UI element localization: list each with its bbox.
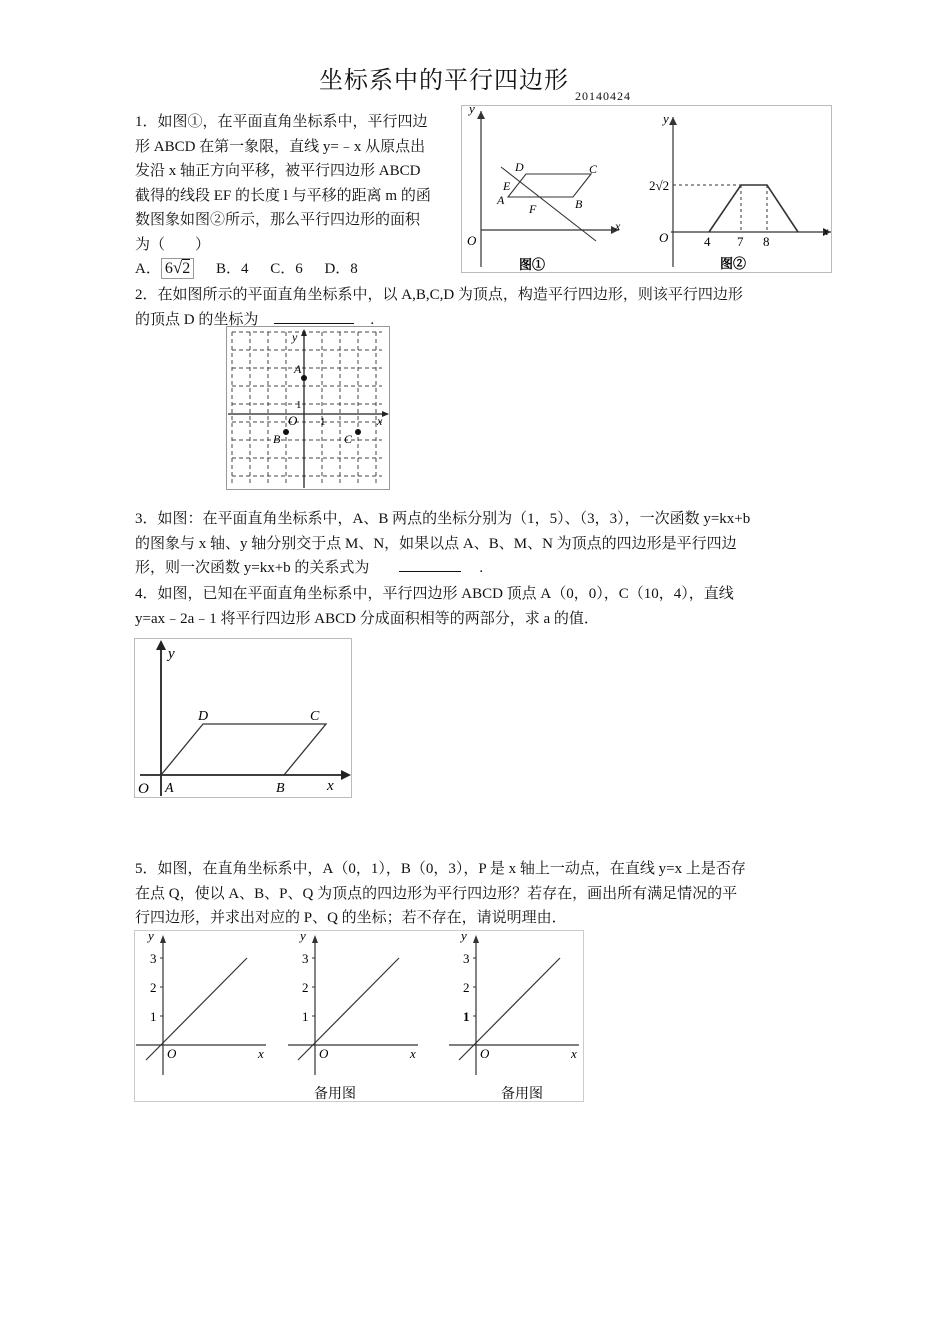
y-axis-arrow	[669, 117, 677, 125]
tick-label: 1	[302, 1009, 309, 1024]
tick-label: 7	[737, 234, 744, 249]
tick-label: 1	[320, 416, 326, 428]
x-label: x	[615, 219, 621, 233]
tick-label: 2	[463, 980, 470, 995]
page-title	[0, 60, 950, 104]
tick-label: 1	[150, 1009, 157, 1024]
y-label: y	[663, 111, 669, 126]
q2-grid-figure	[226, 326, 390, 490]
option-d: D．8	[324, 261, 358, 277]
origin-label: O	[319, 1046, 329, 1061]
x-axis-arrow	[341, 770, 351, 780]
x-label: x	[258, 1046, 264, 1061]
tick-label: 3	[150, 951, 157, 966]
y-axis-arrow	[477, 111, 485, 119]
y-label: y	[461, 928, 467, 943]
q3-line: 形，则一次函数 y=kx+b 的关系式为 .	[135, 556, 750, 581]
x-label: x	[327, 778, 334, 794]
parallelogram-abcd	[161, 724, 326, 775]
question-1	[135, 110, 431, 282]
point-d-label: D	[515, 160, 524, 174]
tick-label: 4	[704, 234, 711, 249]
point-a-label: A	[497, 193, 505, 207]
q4-figure	[134, 638, 352, 798]
figure-caption: 备用图	[501, 1087, 543, 1102]
point-c-label: C	[344, 432, 353, 446]
y-label: y	[469, 101, 475, 116]
option-a: A． 6√2	[135, 261, 194, 277]
x-label: x	[377, 414, 383, 428]
q1-line: 发沿 x 轴正方向平移，被平行四边形 ABCD	[135, 163, 421, 179]
option-a-value: 6√2	[161, 258, 194, 279]
tick-label: 2	[302, 980, 309, 995]
point-f-label: F	[529, 202, 537, 216]
point-a-label: A	[165, 781, 174, 796]
tick-label: 3	[463, 951, 470, 966]
point-d-label: D	[198, 709, 209, 724]
q1-figures	[461, 101, 832, 273]
figure-frame	[135, 931, 584, 1102]
answer-blank[interactable]	[274, 309, 354, 324]
q1-line: 为（ ）	[135, 236, 211, 253]
figure-2-caption: 图②	[720, 256, 747, 271]
y-label: y	[148, 928, 154, 943]
q1-line: 形 ABCD 在第一象限，直线 y=﹣x 从原点出	[135, 138, 426, 155]
q3-line: 3．如图：在平面直角坐标系中，A、B 两点的坐标分别为（1，5）、（3，3），一次函数 y=kx+b	[135, 511, 751, 527]
x-axis-arrow	[382, 411, 389, 417]
point-c-label: C	[589, 162, 598, 176]
figure-frame	[227, 327, 390, 490]
q5-figure-3	[449, 928, 579, 1102]
point-b-label: B	[276, 781, 285, 796]
q1-line: 1．如图①，在平面直角坐标系中，平行四边	[135, 114, 428, 130]
y-axis-arrow	[312, 935, 318, 943]
point-c-label: C	[310, 709, 320, 724]
figure-caption: 备用图	[314, 1087, 356, 1102]
function-graph	[709, 185, 798, 232]
tick-label: 3	[302, 951, 309, 966]
q4-line: 4．如图，已知在平面直角坐标系中，平行四边形 ABCD 顶点 A（0，0），C（10，4），直线	[135, 586, 734, 602]
title-text: 坐标系中的平行四边形	[319, 68, 569, 94]
q5-line: 5．如图，在直角坐标系中，A（0，1），B（0，3），P 是 x 轴上一动点，在直线 y=x 上是否存	[135, 861, 746, 877]
option-b: B．4	[215, 261, 249, 277]
y-axis-arrow	[160, 935, 166, 943]
point-b-label: B	[273, 432, 281, 446]
answer-blank[interactable]	[399, 557, 461, 572]
y-value-label: 2√2	[649, 178, 670, 193]
q5-line: 在点 Q，使以 A、B、P、Q 为顶点的四边形为平行四边形？若存在，画出所有满足情况的平	[135, 885, 738, 902]
question-4	[135, 582, 734, 631]
x-label: x	[823, 224, 829, 238]
tick-label: 1	[463, 1009, 470, 1024]
tick-label: 8	[763, 234, 770, 249]
y-axis-arrow	[156, 640, 166, 650]
q5-figure-1	[136, 928, 266, 1075]
question-2	[135, 283, 743, 332]
y-label: y	[300, 928, 306, 943]
point-a	[301, 375, 307, 381]
point-a-label: A	[294, 362, 302, 376]
q5-figure-2	[288, 928, 418, 1102]
y-axis-arrow	[473, 935, 479, 943]
q1-options	[135, 257, 431, 282]
point-c	[355, 429, 361, 435]
figure-frame	[462, 106, 832, 273]
x-label: x	[410, 1046, 416, 1061]
y-label: y	[168, 646, 175, 662]
q5-figures	[134, 930, 584, 1102]
question-5	[135, 857, 746, 931]
y-label: y	[292, 330, 298, 344]
figure-1-caption: 图①	[519, 257, 546, 272]
q4-line: y=ax﹣2a﹣1 将平行四边形 ABCD 分成面积相等的两部分，求 a 的值．	[135, 610, 599, 627]
figure-2	[649, 111, 831, 271]
question-3	[135, 507, 750, 581]
option-c: C．6	[270, 261, 303, 277]
y-axis-arrow	[301, 329, 307, 336]
q1-line: 数图象如图②所示，那么平行四边形的面积	[135, 212, 421, 228]
tick-label: 1	[296, 399, 302, 411]
point-b	[283, 429, 289, 435]
origin-label: O	[467, 233, 477, 248]
point-b-label: B	[575, 197, 583, 211]
x-label: x	[571, 1046, 577, 1061]
origin-label: O	[659, 230, 669, 245]
parallelogram-abcd	[508, 174, 591, 197]
q5-line: 行四边形，并求出对应的 P、Q 的坐标；若不存在，请说明理由．	[135, 910, 567, 926]
origin-label: O	[288, 413, 298, 428]
origin-label: O	[138, 781, 149, 797]
origin-label: O	[480, 1046, 490, 1061]
q2-line: 的顶点 D 的坐标为 .	[135, 308, 743, 333]
origin-label: O	[167, 1046, 177, 1061]
q1-line: 截得的线段 EF 的长度 l 与平移的距离 m 的函	[135, 187, 431, 204]
q3-line: 的图象与 x 轴、y 轴分别交于点 M、N，如果以点 A、B、M、N 为顶点的四边形是平行四边	[135, 535, 737, 552]
date-label: 20140424	[575, 89, 631, 103]
figure-1	[467, 101, 621, 272]
tick-label: 2	[150, 980, 157, 995]
point-e-label: E	[503, 179, 511, 193]
dashed-grid	[232, 332, 382, 486]
q2-line: 2．在如图所示的平面直角坐标系中，以 A,B,C,D 为顶点，构造平行四边形，则该平行四边形	[135, 287, 743, 303]
